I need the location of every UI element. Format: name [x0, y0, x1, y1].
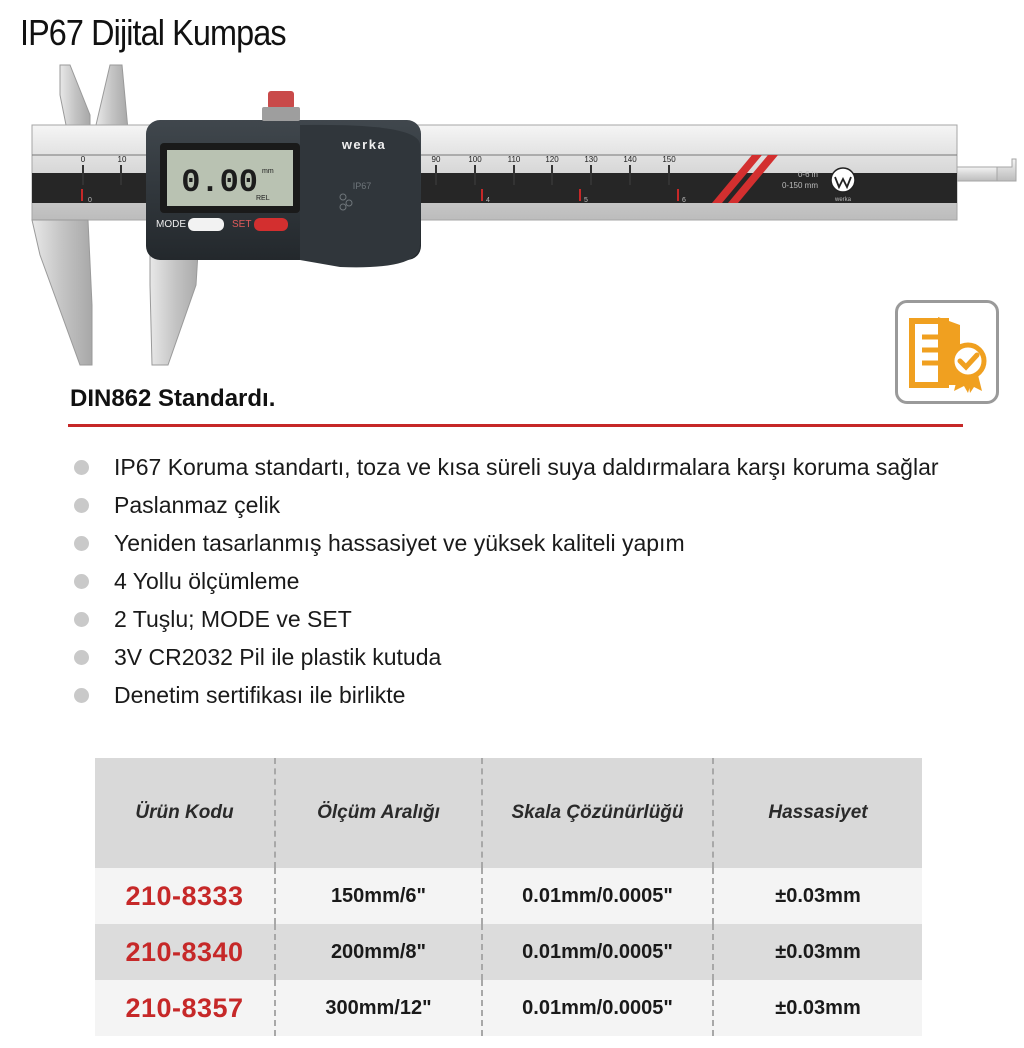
- feature-text: Paslanmaz çelik: [114, 492, 281, 518]
- range-mm: 0-150 mm: [781, 181, 818, 190]
- accuracy: ±0.03mm: [713, 924, 922, 980]
- product-code: 210-8333: [95, 868, 275, 924]
- bullet-icon: [74, 612, 89, 627]
- bullet-icon: [74, 688, 89, 703]
- inch-tick-label: 0: [88, 197, 92, 204]
- scale-tick-label: 130: [584, 155, 598, 164]
- range-inch: 0-6 in: [797, 170, 818, 179]
- bullet-icon: [74, 460, 89, 475]
- feature-item: [72, 486, 952, 524]
- feature-item: [72, 524, 952, 562]
- spec-table: [95, 758, 922, 1036]
- resolution: 0.01mm/0.0005": [482, 924, 713, 980]
- scale-tick-label: 110: [507, 155, 521, 164]
- caliper-illustration: [0, 55, 1024, 375]
- measuring-range: 200mm/8": [275, 924, 482, 980]
- header-accuracy: Hassasiyet: [713, 758, 922, 868]
- caliper-image: [0, 55, 1024, 375]
- feature-item: [72, 638, 952, 676]
- set-button: [254, 218, 288, 231]
- feature-list: [72, 448, 952, 714]
- inch-tick-label: 5: [584, 197, 588, 204]
- ip-mark: IP67: [352, 181, 372, 191]
- mode-label: MODE: [156, 219, 186, 230]
- standard-heading: DIN862 Standardı.: [70, 385, 276, 412]
- set-label: SET: [232, 219, 252, 230]
- feature-item: [72, 562, 952, 600]
- header-product-code: Ürün Kodu: [95, 758, 275, 868]
- accuracy: ±0.03mm: [713, 868, 922, 924]
- feature-item: [72, 448, 952, 486]
- feature-text: 4 Yollu ölçümleme: [114, 568, 300, 594]
- scale-tick-label: 120: [545, 155, 559, 164]
- bullet-icon: [74, 650, 89, 665]
- scale-tick-label: 150: [662, 155, 676, 164]
- bullet-icon: [74, 574, 89, 589]
- table-row: [95, 924, 922, 980]
- feature-item: [72, 600, 952, 638]
- inch-tick-label: 4: [486, 197, 490, 204]
- scale-tick-label: 140: [623, 155, 637, 164]
- scale-tick-label: 10: [117, 155, 127, 164]
- lcd-rel: REL: [256, 195, 270, 202]
- scale-tick-label: 90: [431, 155, 441, 164]
- table-row: [95, 868, 922, 924]
- feature-text: Yeniden tasarlanmış hassasiyet ve yüksek kaliteli yapım: [114, 530, 685, 556]
- logo-caption: werka: [834, 197, 852, 203]
- brand-name: werka: [341, 137, 387, 152]
- feature-text: IP67 Koruma standartı, toza ve kısa süreli suya daldırmalara karşı koruma sağlar: [114, 454, 939, 480]
- measuring-range: 300mm/12": [275, 980, 482, 1036]
- table-header-row: [95, 758, 922, 868]
- mode-button: [188, 218, 224, 231]
- product-code: 210-8340: [95, 924, 275, 980]
- feature-text: Denetim sertifikası ile birlikte: [114, 682, 406, 708]
- lcd-reading: 0.00: [181, 164, 258, 201]
- feature-item: [72, 676, 952, 714]
- feature-text: 3V CR2032 Pil ile plastik kutuda: [114, 644, 442, 670]
- feature-text: 2 Tuşlu; MODE ve SET: [114, 606, 352, 632]
- accuracy: ±0.03mm: [713, 980, 922, 1036]
- table-row: [95, 980, 922, 1036]
- bullet-icon: [74, 536, 89, 551]
- inch-tick-label: 6: [682, 197, 686, 204]
- page-title: IP67 Dijital Kumpas: [20, 12, 286, 53]
- bullet-icon: [74, 498, 89, 513]
- product-code: 210-8357: [95, 980, 275, 1036]
- scale-tick-label: 0: [80, 155, 86, 164]
- resolution: 0.01mm/0.0005": [482, 868, 713, 924]
- header-resolution: Skala Çözünürlüğü: [482, 758, 713, 868]
- header-range: Ölçüm Aralığı: [275, 758, 482, 868]
- resolution: 0.01mm/0.0005": [482, 980, 713, 1036]
- divider: [68, 424, 963, 427]
- scale-tick-label: 100: [468, 155, 482, 164]
- measuring-range: 150mm/6": [275, 868, 482, 924]
- certificate-icon: [895, 300, 999, 404]
- lcd-unit: mm: [262, 168, 274, 175]
